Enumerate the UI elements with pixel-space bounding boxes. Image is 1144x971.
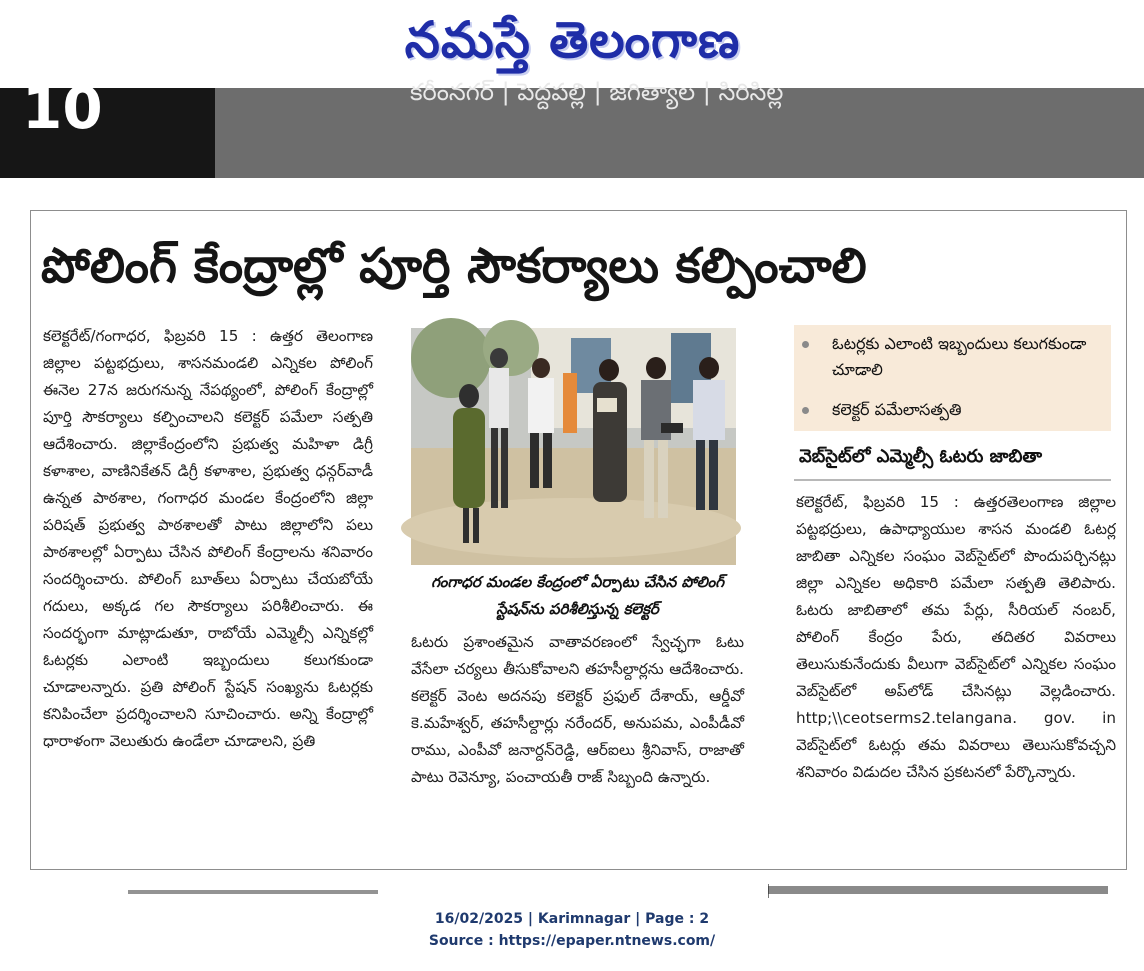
sidebar-body: కలెక్టరేట్, ఫిబ్రవరి 15 : ఉత్తరతెలంగాణ జిల్లాల పట్టభద్రులు, ఉపాధ్యాయుల శాసన మండలి ఓటర్ల జాబితా ఎన్నికల సంఘం వెబ్‌సైట్‌లో పొందుపర్చినట్లు జిల్లా ఎన్నికల అధికారి పమేలా సత్పతి తెలిపారు. ఓటరు జాబితాలో తమ పేర్లు, సీరియల్ నంబర్, పోలింగ్ కేంద్రం పేరు, తదితర వివరాలు తెలుసుకునేందుకు వీలుగా వెబ్‌సైట్‌లో ఎన్నికల సంఘం వెబ్‌సైట్‌లో అప్‌లోడ్ చేసినట్లు వెల్లడించారు. http;\\ceotserms2.telangana. gov. in వెబ్‌సైట్‌లో ఓటర్లు తమ వివరాలు తెలుసుకోవచ్చని శనివారం విడుదల చేసిన ప్రకటనలో పేర్కొన్నారు. bbox=[796, 493, 1116, 781]
photo-caption: గంగాధర మండల కేంద్రంలో ఏర్పాటు చేసిన పోలింగ్ స్టేషన్‌ను పరిశీలిస్తున్న కలెక్టర్ bbox=[431, 573, 724, 618]
news-article bbox=[30, 210, 1127, 870]
source-link[interactable]: Source : https://epaper.ntnews.com/ bbox=[428, 933, 716, 949]
district-names-strip: కరీంనగర్ | పెద్దపల్లి | జగిత్యాల | సిరిసిల్ల bbox=[410, 78, 784, 106]
photo-illustration bbox=[411, 328, 736, 565]
highlight-item bbox=[804, 331, 1104, 383]
article-left-column: కలెక్టరేట్/గంగాధర, ఫిబ్రవరి 15 : ఉత్తర తెలంగాణ జిల్లాల పట్టభద్రులు, శాసనమండలి ఎన్నికల పోలింగ్ ఈనెల 27న జరుగనున్న నేపథ్యంలో, పోలింగ్ కేంద్రాల్లో పూర్తి సౌకర్యాలు కల్పించాలని కలెక్టర్ పమేలా సత్పతి ఆదేశించారు. జిల్లాకేంద్రంలోని ప్రభుత్వ మహిళా డిగ్రీ కళాశాల, వాణినికేతన్ డిగ్రీ కళాశాల, ప్రభుత్వ ధన్గర్‌వాడీ ఉన్నత పాఠశాల, గంగాధర మండల కేంద్రంలోని జిల్లా పరిషత్ ప్రభుత్వ పాఠశాలతో పాటు జిల్లాలోని పలు పాఠశాలల్లో ఏర్పాటు చేసిన పోలింగ్ కేంద్రాలను శనివారం సందర్శించారు. పోలింగ్ బూత్‌లు ఏర్పాటు చేయబోయే గదులు, అక్కడ గల సౌకర్యాలు పరిశీలించారు. ఈ సందర్భంగా మాట్లాడుతూ, రాబోయే ఎమ్మెల్సీ ఎన్నికల్లో ఓటర్లకు ఎలాంటి ఇబ్బందులు కలుగకుండా చూడాలన్నారు. ప్రతి పోలింగ్ స్టేషన్ సంఖ్యను ఓటర్లకు కనిపించేలా ప్రదర్శించాలని సూచించారు. అన్ని కేంద్రాల్లో ధారాళంగా వెలుతురు ఉండేలా చూడాలని, ప్రతి bbox=[43, 327, 373, 750]
news-photo bbox=[411, 328, 736, 565]
bullet-icon bbox=[802, 407, 809, 414]
highlight-text: కలెక్టర్ పమేలాసత్పతి bbox=[832, 400, 962, 419]
bullet-icon bbox=[802, 341, 809, 348]
article-middle-column: ఓటరు ప్రశాంతమైన వాతావరణంలో స్వేచ్ఛగా ఓటు వేసేలా చర్యలు తీసుకోవాలని తహసీల్దార్లను ఆదేశించారు. కలెక్టర్ వెంట అదనపు కలెక్టర్ ప్రఫుల్ దేశాయ్, ఆర్డీవో కె.మహేశ్వర్, తహసీల్దార్లు నరేందర్, అనుపమ, ఎంపీడీవో రాము, ఎంపీవో జనార్దన్‌రెడ్డి, ఆర్ఐలు శ్రీనివాస్, రాజాతో పాటు రెవెన్యూ, పంచాయతీ రాజ్ సిబ్బంది ఉన్నారు. bbox=[411, 633, 744, 786]
highlights-box bbox=[794, 325, 1111, 431]
page-number-mark: 10 bbox=[22, 74, 103, 142]
next-article-fragment bbox=[118, 884, 1118, 898]
sidebar-divider bbox=[794, 479, 1111, 481]
cropped-text-fragment bbox=[128, 890, 378, 894]
edition-info: 16/02/2025 | Karimnagar | Page : 2 bbox=[434, 911, 710, 927]
cropped-text-fragment bbox=[768, 886, 1108, 894]
masthead bbox=[0, 0, 1144, 86]
page-footer bbox=[0, 908, 1144, 956]
highlight-text: ఓటర్లకు ఎలాంటి ఇబ్బందులు కలుగకుండా చూడాలి bbox=[832, 334, 1087, 379]
article-headline: పోలింగ్ కేంద్రాల్లో పూర్తి సౌకర్యాలు కల్పించాలి bbox=[41, 238, 867, 294]
sidebar-heading: వెబ్‌సైట్‌లో ఎమ్మెల్సీ ఓటరు జాబితా bbox=[799, 446, 1043, 467]
highlight-item bbox=[804, 397, 1104, 423]
newspaper-logo: నమస్తే తెలంగాణ bbox=[404, 11, 741, 69]
